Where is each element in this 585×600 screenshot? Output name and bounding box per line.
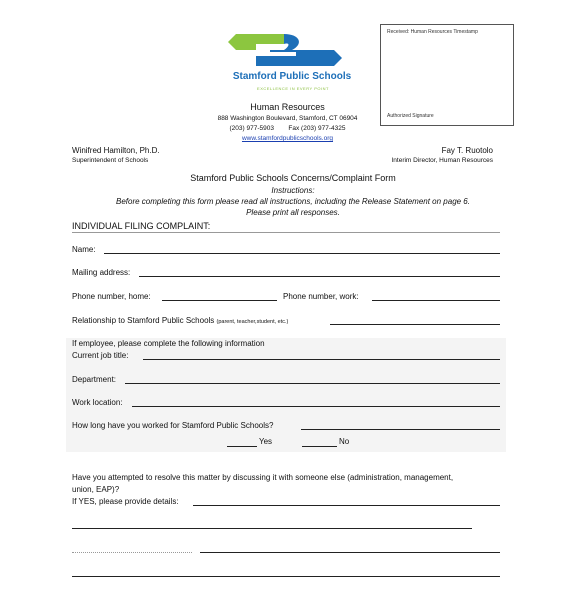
timestamp-box [380, 24, 514, 126]
phone-fax-line: (203) 977-5903 Fax (203) 977-4325 [229, 125, 346, 132]
mailing-address-field[interactable] [139, 276, 500, 277]
details-line-faint [72, 552, 192, 553]
relationship-label: Relationship to Stamford Public Schools (parent, teacher,student, etc.) [72, 316, 289, 325]
job-title-label: Current job title: [72, 351, 129, 360]
department-label: Department: [72, 375, 117, 384]
address-line: 888 Washington Boulevard, Stamford, CT 06904 [217, 115, 358, 122]
work-location-field[interactable] [132, 406, 500, 407]
job-title-field[interactable] [143, 359, 500, 360]
name-field[interactable] [104, 253, 500, 254]
superintendent-title: Superintendent of Schools [72, 157, 149, 164]
if-yes-label: If YES, please provide details: [72, 497, 179, 506]
instructions-heading: Instructions: [271, 186, 315, 195]
yes-field[interactable] [227, 446, 257, 447]
details-line[interactable] [200, 552, 500, 553]
employee-note: If employee, please complete the following information [72, 339, 265, 348]
phone-work-label: Phone number, work: [283, 292, 359, 301]
details-field[interactable] [193, 505, 500, 506]
instructions-line: Before completing this form please read all instructions, including the Release Statement on page 6. [116, 197, 470, 206]
yes-label: Yes [259, 437, 273, 446]
no-field[interactable] [302, 446, 337, 447]
section-divider [72, 232, 500, 233]
resolve-question-continued: union, EAP)? [72, 485, 120, 494]
logo-name: Stamford Public Schools [232, 71, 352, 82]
department-title: Human Resources [250, 102, 325, 112]
section-title: INDIVIDUAL FILING COMPLAINT: [72, 221, 211, 231]
form-title: Stamford Public Schools Concerns/Complaint Form [190, 173, 396, 183]
how-long-field[interactable] [301, 429, 500, 430]
hr-director-name: Fay T. Ruotolo [441, 146, 493, 155]
instructions-line: Please print all responses. [246, 208, 340, 217]
relationship-field[interactable] [330, 324, 500, 325]
authorized-signature-label: Authorized Signature [387, 113, 434, 119]
mailing-address-label: Mailing address: [72, 268, 131, 277]
phone-work-field[interactable] [372, 300, 500, 301]
received-label: Received: Human Resources Timestamp [387, 29, 478, 35]
phone-home-field[interactable] [162, 300, 277, 301]
resolve-question: Have you attempted to resolve this matter by discussing it with someone else (administration, management, [72, 473, 454, 482]
department-field[interactable] [125, 383, 500, 384]
no-label: No [339, 437, 350, 446]
employee-section [66, 338, 506, 452]
details-line[interactable] [72, 576, 500, 577]
work-location-label: Work location: [72, 398, 123, 407]
website-link[interactable]: www.stamfordpublicschools.org [241, 135, 334, 142]
logo-tagline: EXCELLENCE IN EVERY POINT [257, 86, 329, 91]
details-line[interactable] [72, 528, 472, 529]
relationship-hint: (parent, teacher,student, etc.) [216, 319, 289, 325]
superintendent-name: Winifred Hamilton, Ph.D. [72, 146, 160, 155]
name-label: Name: [72, 245, 96, 254]
how-long-label: How long have you worked for Stamford Public Schools? [72, 421, 274, 430]
phone-home-label: Phone number, home: [72, 292, 151, 301]
hr-director-title: Interim Director, Human Resources [391, 157, 493, 164]
